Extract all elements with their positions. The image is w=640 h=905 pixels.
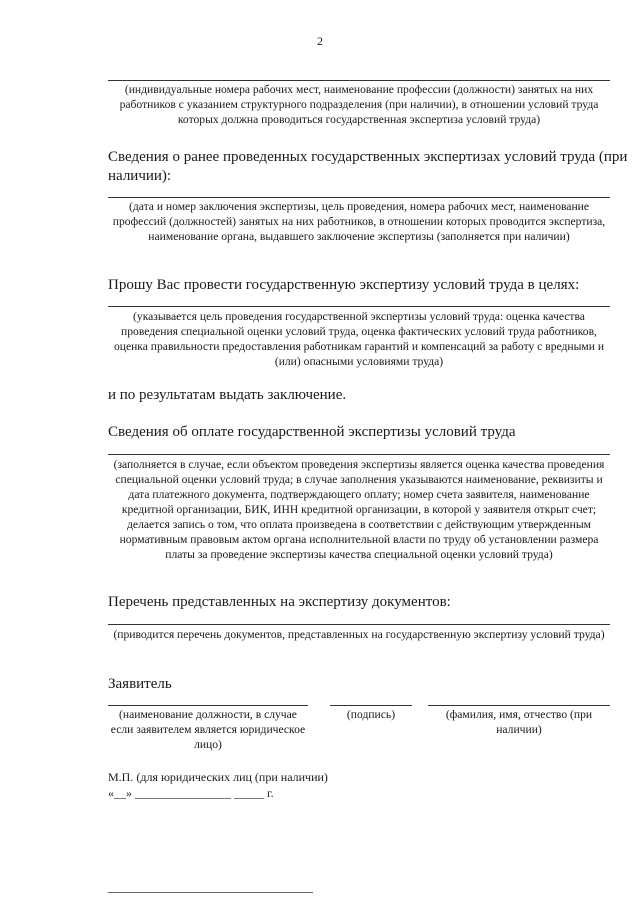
- fill-line: [108, 624, 610, 625]
- fill-line: [108, 454, 610, 455]
- signature-note: (подпись): [346, 708, 396, 721]
- documents-note: (приводится перечень документов, представленных на государственную экспертизу условий труда): [113, 628, 605, 641]
- documents-heading: Перечень представленных на экспертизу документов:: [108, 594, 451, 610]
- request-heading: Прошу Вас провести государственную экспертизу условий труда в целях:: [108, 277, 580, 293]
- workplaces-note: (индивидуальные номера рабочих мест, наименование профессии (должности) занятых на них работников с указанием структурного подразделения (при наличии), в отношении условий труда которых должна проводиться государственная экспертиза условий труда): [119, 83, 599, 126]
- request-conclusion: и по результатам выдать заключение.: [108, 387, 347, 403]
- stamp-note: М.П. (для юридических лиц (при наличии): [108, 770, 328, 784]
- footnote-separator: [108, 892, 313, 893]
- request-note: (указывается цель проведения государственной экспертизы условий труда: оценка качества проведения специальной оценки условий труда, оценка фактических условий труда работников, оценка правильности предоставления работникам гарантий и компенсаций за работу с вредными и (или) опасными условиями труда): [113, 310, 605, 368]
- position-note: (наименование должности, в случае если заявителем является юридическое лицо): [110, 708, 306, 751]
- prior-expertise-note: (дата и номер заключения экспертизы, цель проведения, номера рабочих мест, наименование профессий (должностей) занятых на них работников, в отношении которых проводится экспертиза, наименование органа, выдавшего заключение экспертизы (заполняется при наличии): [112, 200, 606, 243]
- date-line: «__» ________________ _____ г.: [108, 786, 274, 800]
- payment-heading: Сведения об оплате государственной экспертизы условий труда: [108, 424, 516, 440]
- payment-note: (заполняется в случае, если объектом проведения экспертизы является оценка качества проведения специальной оценки условий труда; в случае заполнения указываются наименование, реквизиты и дата платежного документа, подтверждающего оплату; номер счета заявителя, наименование кредитной организации, БИК, ИНН кредитной организации, в которой у заявителя открыт счет; делается запись о том, что оплата произведена в соответствии с действующим утвержденным нормативным правовым актом органа исполнительной власти по труду об установлении размера платы за проведение экспертизы качества специальной оценки условий труда): [113, 458, 605, 561]
- name-note: (фамилия, имя, отчество (при наличии): [445, 708, 593, 736]
- page-number: 2: [317, 34, 323, 48]
- name-line: [428, 705, 610, 706]
- prior-expertise-heading: Сведения о ранее проведенных государственных экспертизах условий труда (при наличии):: [108, 149, 628, 184]
- fill-line: [108, 306, 610, 307]
- position-line: [108, 705, 308, 706]
- fill-line: [108, 197, 610, 198]
- applicant-heading: Заявитель: [108, 676, 172, 692]
- fill-line: [108, 80, 610, 81]
- signature-line: [330, 705, 412, 706]
